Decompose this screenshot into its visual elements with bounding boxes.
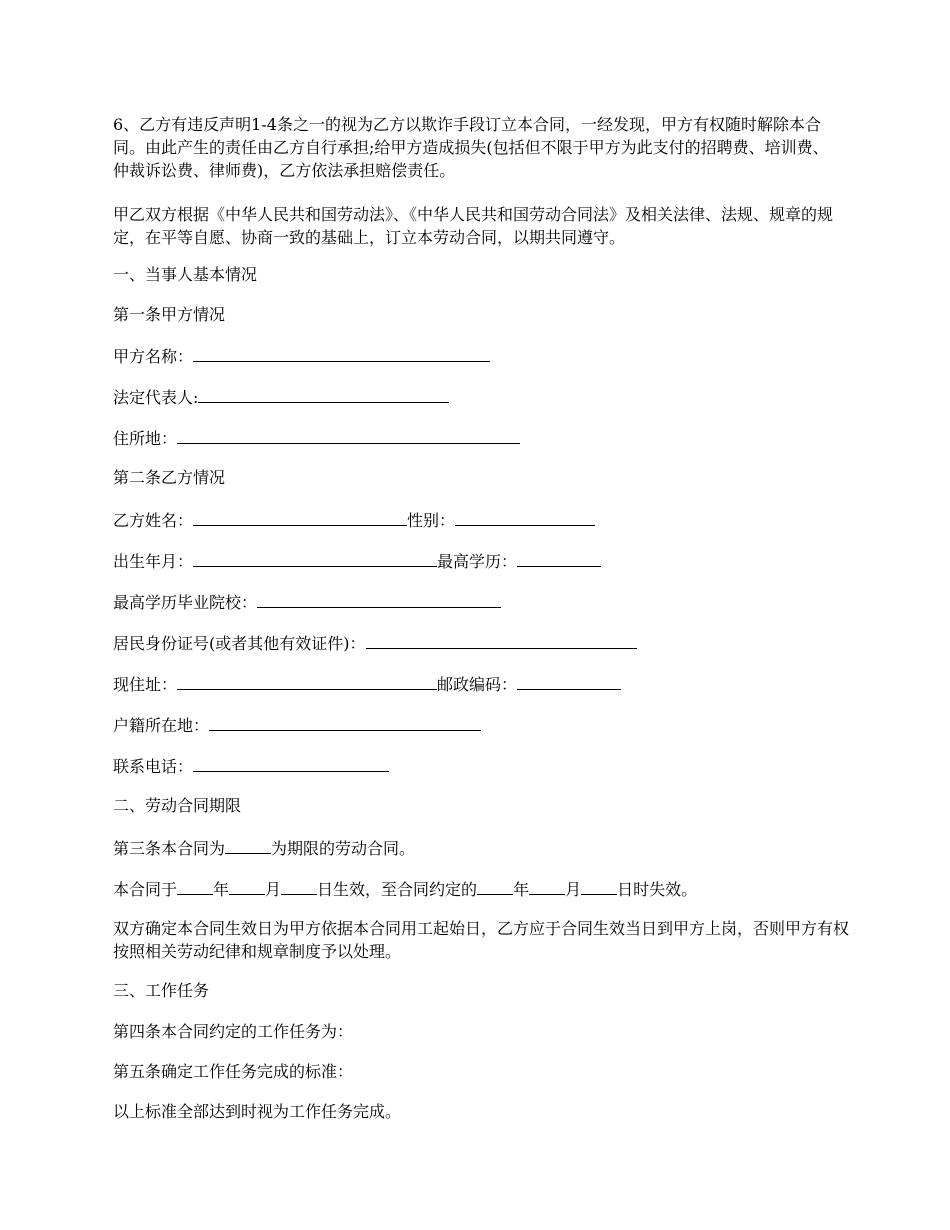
household-label: 户籍所在地： [113, 716, 210, 735]
school-label: 最高学历毕业院校： [113, 593, 258, 612]
start-year-blank[interactable] [177, 876, 213, 895]
phone-line [113, 753, 843, 778]
end-month-blank[interactable] [529, 876, 565, 895]
id-number-label: 居民身份证号(或者其他有效证件)： [113, 634, 366, 653]
term-type-blank[interactable] [225, 835, 271, 854]
party-a-name-blank[interactable] [193, 343, 490, 362]
gender-label: 性别： [407, 511, 456, 530]
id-number-line [113, 630, 843, 655]
birth-label: 出生年月： [113, 552, 194, 571]
domicile-blank[interactable] [177, 425, 520, 444]
article-2-heading: 第二条乙方情况 [113, 468, 226, 487]
preamble: 甲乙双方根据《中华人民共和国劳动法》、《中华人民共和国劳动合同法》及相关法律、法规、规章的规定，在平等自愿、协商一致的基础上，订立本劳动合同，以期共同遵守。 [113, 205, 834, 247]
household-blank[interactable] [209, 712, 481, 731]
household-line [113, 712, 843, 737]
start-date-note: 双方确定本合同生效日为甲方依据本合同用工起始日，乙方应于合同生效当日到甲方上岗，否则甲方有权按照相关劳动纪律和规章制度予以处理。 [113, 919, 850, 961]
effective-date-line [113, 876, 843, 901]
legal-rep-blank[interactable] [198, 384, 449, 403]
section-heading-3: 三、工作任务 [113, 981, 210, 1000]
birth-line [113, 548, 843, 573]
legal-rep-label: 法定代表人: [113, 388, 199, 407]
id-number-blank[interactable] [366, 630, 637, 649]
birth-blank[interactable] [193, 548, 437, 567]
section-heading-2: 二、劳动合同期限 [113, 796, 242, 815]
article-5: 第五条确定工作任务完成的标准： [113, 1062, 354, 1081]
party-b-name-label: 乙方姓名： [113, 511, 194, 530]
domicile-line [113, 425, 843, 450]
postcode-label: 邮政编码： [437, 675, 518, 694]
completion-note: 以上标准全部达到时视为工作任务完成。 [113, 1102, 402, 1121]
postcode-blank[interactable] [517, 671, 621, 690]
education-label: 最高学历： [437, 552, 518, 571]
article-3-line [113, 835, 843, 860]
effective-label: 本合同于 [113, 880, 178, 899]
article-1-heading: 第一条甲方情况 [113, 305, 226, 324]
legal-rep-line [113, 384, 843, 409]
school-line [113, 589, 843, 614]
article-3-label: 第三条本合同为 [113, 839, 226, 858]
end-year-blank[interactable] [477, 876, 513, 895]
start-day-blank[interactable] [281, 876, 317, 895]
start-month-blank[interactable] [229, 876, 265, 895]
gender-blank[interactable] [455, 507, 595, 526]
education-blank[interactable] [517, 548, 601, 567]
domicile-label: 住所地： [113, 429, 178, 448]
article-4: 第四条本合同约定的工作任务为： [113, 1022, 354, 1041]
phone-blank[interactable] [193, 753, 389, 772]
end-day-blank[interactable] [581, 876, 617, 895]
phone-label: 联系电话： [113, 757, 194, 776]
party-a-name-label: 甲方名称： [113, 347, 194, 366]
section-heading-1: 一、当事人基本情况 [113, 265, 258, 284]
party-b-name-line [113, 507, 843, 532]
start-month-unit: 月 [265, 880, 282, 899]
address-line [113, 671, 843, 696]
effective-middle: 日生效，至合同约定的 [317, 880, 478, 899]
end-year-unit: 年 [513, 880, 530, 899]
party-a-name-line [113, 343, 843, 368]
party-b-name-blank[interactable] [193, 507, 407, 526]
address-label: 现住址： [113, 675, 178, 694]
effective-end: 日时失效。 [617, 880, 698, 899]
school-blank[interactable] [257, 589, 501, 608]
start-year-unit: 年 [213, 880, 230, 899]
address-blank[interactable] [177, 671, 437, 690]
article-3-suffix: 为期限的劳动合同。 [271, 839, 416, 858]
clause-6: 6、乙方有违反声明1-4条之一的视为乙方以欺诈手段订立本合同，一经发现，甲方有权随时解除本合同。由此产生的责任由乙方自行承担;给甲方造成损失(包括但不限于甲方为此支付的招聘费、培训费、仲裁诉讼费、律师费)，乙方依法承担赔偿责任。 [113, 115, 829, 180]
end-month-unit: 月 [565, 880, 582, 899]
